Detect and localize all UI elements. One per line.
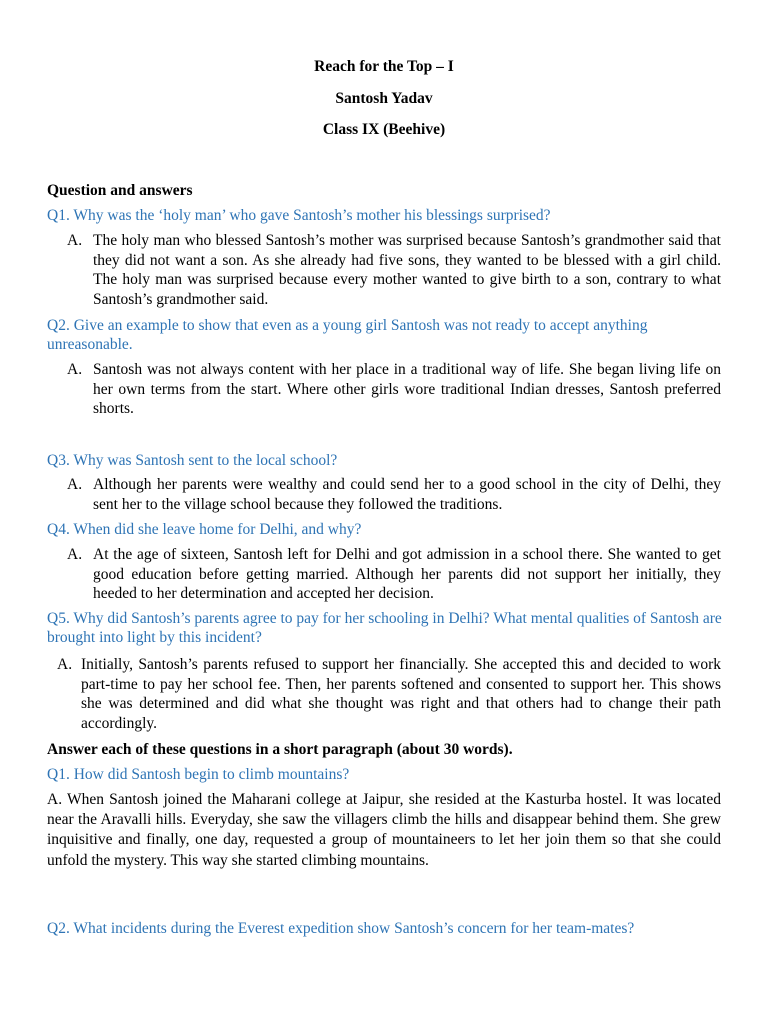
answer-label: A.	[57, 656, 73, 673]
short-question-2: Q2. What incidents during the Everest expedition show Santosh’s concern for her team-mates?	[47, 920, 635, 937]
answer-label: A.	[67, 476, 83, 493]
answer-5	[57, 655, 721, 734]
question-2: Q2. Give an example to show that even as a young girl Santosh was not ready to accept anything unreasonable.	[47, 317, 648, 353]
answer-text: Santosh was not always content with her place in a traditional way of life. She began living life on her own terms from the start. Where other girls wore traditional Indian dresses, Santosh preferred shorts.	[93, 361, 721, 418]
answer-4	[67, 545, 721, 604]
answer-2	[67, 360, 721, 419]
answer-text: At the age of sixteen, Santosh left for Delhi and got admission in a school there. She wanted to get good education before getting married. Although her parents did not support her initially, they heeded to her determination and accepted her decision.	[93, 546, 721, 603]
question-1: Q1. Why was the ‘holy man’ who gave Santosh’s mother his blessings surprised?	[47, 207, 551, 224]
question-3: Q3. Why was Santosh sent to the local school?	[47, 452, 338, 469]
short-answer-1: A. When Santosh joined the Maharani college at Jaipur, she resided at the Kasturba hostel. It was located near the Aravalli hills. Everyday, she saw the villagers climb the hills and disappear behind them. She grew inquisitive and finally, one day, requested a group of mountaineers to let her join them so that she could unfold the mystery. This way she started climbing mountains.	[47, 791, 721, 869]
answer-text: Although her parents were wealthy and could send her to a good school in the city of Delhi, they sent her to the village school because they followed the traditions.	[93, 476, 721, 513]
section-heading-short-paragraph: Answer each of these questions in a short paragraph (about 30 words).	[47, 741, 513, 758]
question-5: Q5. Why did Santosh’s parents agree to pay for her schooling in Delhi? What mental qualities of Santosh are brought into light by this incident?	[47, 610, 722, 646]
question-4: Q4. When did she leave home for Delhi, and why?	[47, 521, 362, 538]
answer-label: A.	[67, 546, 83, 563]
answer-label: A.	[67, 232, 83, 249]
answer-text: Initially, Santosh’s parents refused to support her financially. She accepted this and decided to work part-time to pay her school fee. Then, her parents softened and consented to support her. This shows she was determined and did what she thought was right and that others had to change their path accordingly.	[81, 656, 721, 733]
document-title: Reach for the Top – I	[314, 58, 454, 75]
answer-label: A.	[67, 361, 83, 378]
section-heading-qa: Question and answers	[47, 182, 193, 199]
answer-3	[67, 475, 721, 514]
document-author: Santosh Yadav	[335, 90, 433, 107]
short-question-1: Q1. How did Santosh begin to climb mountains?	[47, 766, 350, 783]
document-class-info: Class IX (Beehive)	[322, 121, 446, 138]
answer-1	[67, 231, 721, 310]
answer-text: The holy man who blessed Santosh’s mother was surprised because Santosh’s grandmother said that they did not want a son. As she already had five sons, they wanted to be blessed with a girl child. The holy man was surprised because every mother wanted to give birth to a son, contrary to what Santosh’s grandmother said.	[93, 232, 721, 309]
